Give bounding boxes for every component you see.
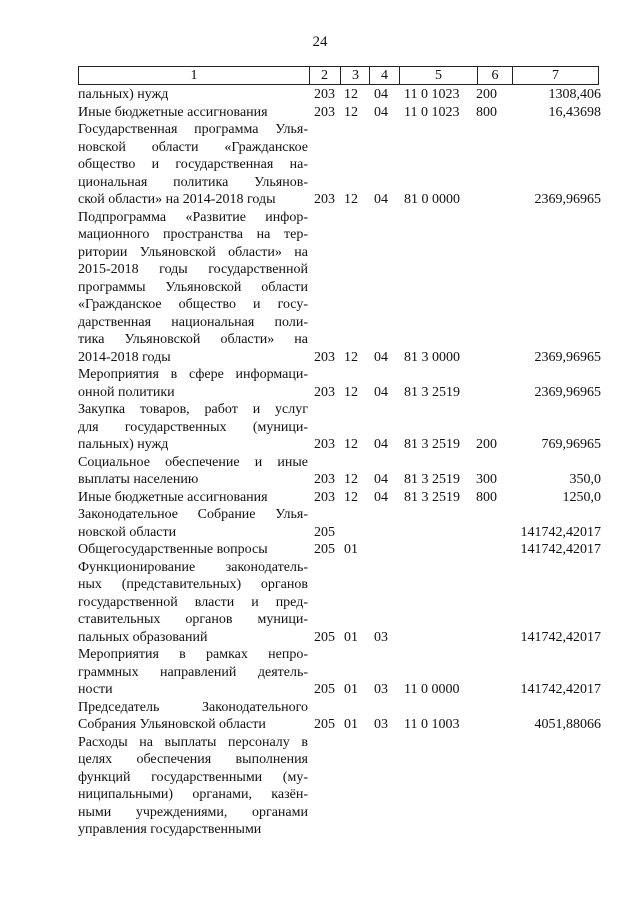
cell-c5: 11 0 0000 [404,682,460,697]
cell-c4: 04 [374,437,388,452]
row-description [78,209,308,367]
cell-c5: 11 0 1023 [404,87,460,102]
description-line: ными учреждениями, органами [78,804,308,820]
cell-c7: 350,0 [569,472,601,487]
table-row [78,541,608,559]
cell-c7: 141742,42017 [520,682,601,697]
cell-c5: 81 3 2519 [404,489,460,505]
cell-c7: 141742,42017 [520,524,601,540]
description-line: функций государственными (му- [78,769,308,785]
description-line: ритории Ульяновской области» на [78,244,308,260]
row-description [78,646,308,699]
header-col-6: 6 [491,68,499,83]
cell-c4: 03 [374,682,388,697]
row-description [78,559,308,647]
description-line: выплаты населению [78,472,199,487]
cell-c2: 205 [314,542,335,557]
description-line: ской области» на 2014-2018 годы [78,192,276,207]
description-line: циональная политика Ульянов- [78,174,308,190]
description-line: Общегосударственные вопросы [78,542,268,557]
description-line: программы Ульяновской области [78,279,308,295]
header-col-2: 2 [321,68,328,83]
row-description [78,699,308,734]
cell-c2: 203 [314,104,335,120]
cell-c3: 01 [344,717,358,732]
cell-c7: 16,43698 [548,104,601,120]
cell-c5: 11 0 1023 [404,104,460,120]
cell-c7: 2369,96965 [534,192,601,207]
cell-c3: 12 [344,384,358,400]
header-col-7: 7 [552,68,559,83]
row-description [78,104,308,122]
description-line: ных (представительных) органов [78,577,308,592]
row-description [78,121,308,209]
description-line: 2014-2018 годы [78,349,171,365]
table-row [78,86,608,104]
description-line: Функционирование законодатель- [78,559,308,575]
row-description [78,506,308,541]
cell-c4: 04 [374,472,388,487]
cell-c5: 81 3 0000 [404,349,460,365]
cell-c7: 141742,42017 [520,629,601,645]
description-line: Социальное обеспечение и иные [78,454,308,470]
header-col-1: 1 [190,68,198,83]
description-line: граммных направлений деятель- [78,664,308,680]
table-row [78,699,608,734]
table-header [78,66,599,85]
description-line: Иные бюджетные ассигнования [78,489,268,505]
description-line: целях обеспечения выполнения [78,752,308,767]
cell-c2: 203 [314,192,335,207]
row-description [78,489,308,507]
cell-c3: 01 [344,682,358,697]
cell-c5: 81 3 2519 [404,472,460,487]
cell-c4: 04 [374,87,388,102]
cell-c2: 205 [314,682,335,697]
table-row [78,489,608,507]
description-line: тика Ульяновской области» на [78,332,308,347]
cell-c3: 12 [344,104,358,120]
row-description [78,86,308,104]
description-line: Закупка товаров, работ и услуг [78,402,308,417]
cell-c4: 03 [374,717,388,732]
row-description [78,366,308,401]
cell-c7: 141742,42017 [520,542,601,557]
cell-c7: 769,96965 [541,437,601,452]
cell-c7: 4051,88066 [534,717,601,732]
cell-c5: 81 3 2519 [404,384,460,400]
cell-c3: 12 [344,437,358,452]
description-line: мационного пространства на тер- [78,227,308,242]
header-col-3: 3 [352,68,359,83]
cell-c4: 04 [374,192,388,207]
description-line: Государственная программа Улья- [78,122,308,137]
description-line: Мероприятия в рамках непро- [78,647,308,662]
table-row [78,559,608,647]
row-description [78,454,308,489]
cell-c3: 12 [344,192,358,207]
description-line: Мероприятия в сфере информаци- [78,367,308,382]
description-line: Расходы на выплаты персоналу в [78,734,308,750]
cell-c2: 203 [314,472,335,487]
description-line: онной политики [78,384,175,400]
description-line: «Гражданское общество и госу- [78,297,308,312]
cell-c2: 203 [314,87,335,102]
cell-c3: 12 [344,472,358,487]
table-row [78,454,608,489]
description-line: ности [78,682,113,697]
cell-c2: 205 [314,629,335,645]
cell-c2: 205 [314,524,335,540]
row-description [78,401,308,454]
description-line: пальных образований [78,629,208,645]
cell-c7: 2369,96965 [534,349,601,365]
description-line: пальных) нужд [78,87,169,102]
cell-c4: 03 [374,629,388,645]
cell-c4: 04 [374,349,388,365]
cell-c2: 203 [314,349,335,365]
cell-c6: 800 [476,104,497,120]
table-row [78,104,608,122]
description-line: дарственная национальная поли- [78,314,308,330]
cell-c6: 200 [476,87,497,102]
description-line: 2015-2018 годы государственной [78,262,308,277]
description-line: для государственных (муници- [78,419,308,435]
description-line: Председатель Законодательного [78,699,308,715]
cell-c7: 1250,0 [562,489,601,505]
cell-c5: 11 0 1003 [404,717,460,732]
cell-c3: 12 [344,349,358,365]
table-row [78,366,608,401]
row-description [78,541,308,559]
description-line: пальных) нужд [78,437,169,452]
cell-c2: 203 [314,384,335,400]
cell-c3: 01 [344,542,358,557]
cell-c5: 81 0 0000 [404,192,460,207]
table-row [78,506,608,541]
description-line: ниципальными) органами, казён- [78,787,308,802]
table-row [78,121,608,209]
description-line: новской области [78,524,177,540]
cell-c7: 2369,96965 [534,384,601,400]
cell-c3: 12 [344,87,358,102]
description-line: новской области «Гражданское [78,139,308,155]
table-body [78,86,608,839]
cell-c2: 203 [314,437,335,452]
description-line: Законодательное Собрание Улья- [78,507,308,522]
table-row [78,209,608,367]
page-number: 24 [312,34,328,50]
description-line: государственной власти и пред- [78,594,308,610]
cell-c3: 01 [344,629,358,645]
cell-c6: 800 [476,489,497,505]
cell-c4: 04 [374,104,388,120]
cell-c4: 04 [374,384,388,400]
description-line: Собрания Ульяновской области [78,717,266,732]
table-row [78,401,608,454]
cell-c4: 04 [374,489,388,505]
header-col-5: 5 [435,68,442,83]
row-description [78,734,308,839]
description-line: общество и государственная на- [78,157,308,172]
table-row [78,734,608,839]
cell-c7: 1308,406 [548,87,601,102]
cell-c6: 200 [476,437,497,452]
description-line: Подпрограмма «Развитие инфор- [78,209,308,225]
cell-c5: 81 3 2519 [404,437,460,452]
table-row [78,646,608,699]
header-col-4: 4 [381,68,388,83]
cell-c2: 205 [314,717,335,732]
description-line: ставительных органов муници- [78,612,308,627]
description-line: управления государственными [78,822,262,837]
cell-c3: 12 [344,489,358,505]
cell-c2: 203 [314,489,335,505]
description-line: Иные бюджетные ассигнования [78,104,268,120]
cell-c6: 300 [476,472,497,487]
